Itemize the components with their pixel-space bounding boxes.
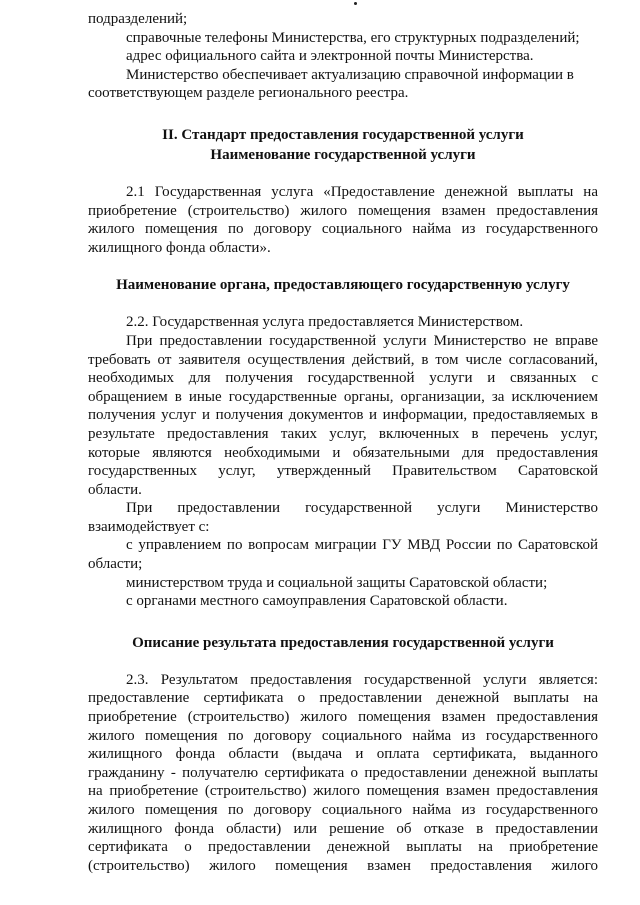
list-item: с органами местного самоуправления Саратовской области. <box>126 593 508 610</box>
text-line: адрес официального сайта и электронной почты Министерства. <box>126 48 534 65</box>
section-heading: II. Стандарт предоставления государственной услуги <box>162 126 524 143</box>
text-line: 2.3. Результатом предоставления государственной услуги является: <box>126 671 598 688</box>
list-item: министерством труда и социальной защиты Саратовской области; <box>126 574 548 591</box>
text-line: приобретение (строительство) жилого помещения взамен предоставления <box>88 202 598 219</box>
text-line: Министерство обеспечивает актуализацию справочной информации в <box>126 66 574 83</box>
text-line: При предоставлении государственной услуги Министерство не вправе <box>126 332 598 349</box>
text-line: При предоставлении государственной услуги Министерство <box>126 500 598 517</box>
text-line: 2.1 Государственная услуга «Предоставление денежной выплаты на <box>126 183 598 200</box>
text-line: которые являются необходимыми и обязательными для предоставления <box>88 444 598 461</box>
text-line: жилого помещения по договору социального найма из государственного <box>88 221 598 238</box>
text-line: 2.2. Государственная услуга предоставляется Министерством. <box>126 314 524 331</box>
text-line: жилого помещения по договору социального найма из государственного <box>88 727 598 744</box>
text-line: приобретение (строительство) жилого помещения взамен предоставления <box>88 709 598 726</box>
text-line: подразделений; <box>88 11 188 27</box>
text-line: взаимодействует с: <box>88 518 210 535</box>
scan-speck <box>354 2 357 5</box>
paragraph-2-3 <box>88 671 598 876</box>
text-line: области. <box>88 481 142 498</box>
list-item: области; <box>88 556 143 573</box>
text-line: соответствующем разделе регионального реестра. <box>88 85 409 102</box>
text-line: сертификата о предоставлении денежной выплаты на приобретение <box>88 839 598 856</box>
document-page <box>88 10 598 875</box>
organ-heading: Наименование органа, предоставляющего государственную услугу <box>116 277 570 294</box>
paragraph-2-1 <box>88 183 598 257</box>
text-line: получения услуг и получения документов и информации, предоставляемых в <box>88 407 598 424</box>
paragraph-2-2 <box>88 313 598 611</box>
section-subheading: Наименование государственной услуги <box>210 146 476 163</box>
text-line: результате предоставления таких услуг, включенных в перечень услуг, <box>88 425 598 442</box>
list-item: с управлением по вопросам миграции ГУ МВД России по Саратовской <box>126 537 598 554</box>
text-line: жилищного фонда области». <box>88 239 271 256</box>
text-line: справочные телефоны Министерства, его структурных подразделений; <box>126 29 580 46</box>
text-line: (строительство) жилого помещения взамен предоставления жилого <box>88 857 598 874</box>
text-line: на приобретение (строительство) жилого помещения взамен предоставления <box>88 783 598 800</box>
text-line: жилищного фонда области (выдача и оплата сертификата, выданного <box>88 746 598 763</box>
result-heading: Описание результата предоставления государственной услуги <box>132 634 554 651</box>
text-line: необходимых для получения государственной услуги и связанных с <box>88 370 598 387</box>
text-line: требовать от заявителя осуществления действий, в том числе согласований, <box>88 351 598 368</box>
text-line: гражданину - получателю сертификата о предоставлении денежной выплаты <box>88 764 598 781</box>
text-line: государственных услуг, утвержденный Правительством Саратовской <box>88 463 598 480</box>
text-line: обращением в иные государственные органы, организации, за исключением <box>88 388 598 405</box>
text-line: жилищного фонда области) или решение об отказе в предоставлении <box>88 820 598 837</box>
text-line: жилого помещения по договору социального найма из государственного <box>88 802 598 818</box>
text-line: предоставление сертификата о предоставлении денежной выплаты на <box>88 690 598 707</box>
